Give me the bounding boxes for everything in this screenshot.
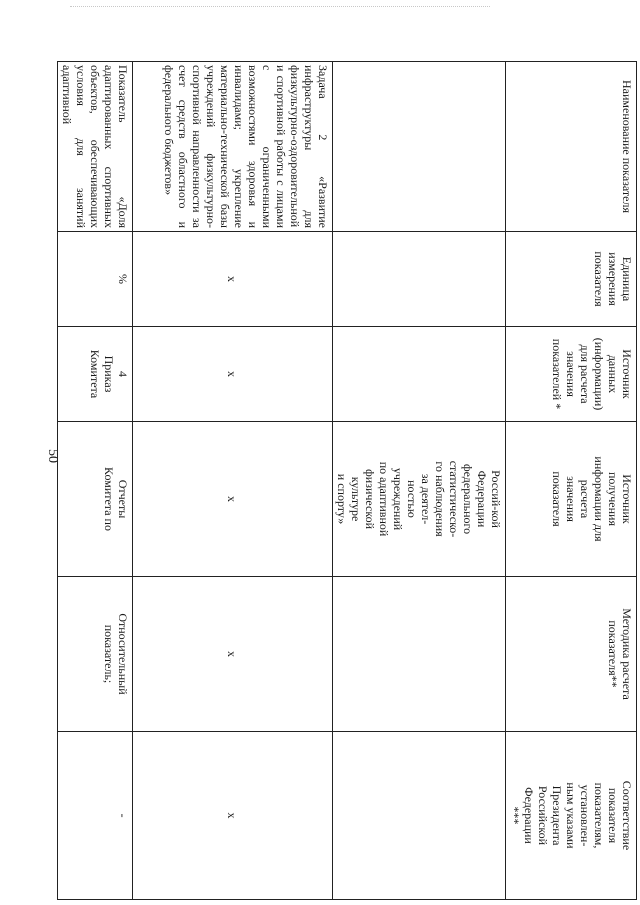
header-unit: Единица измерения показателя xyxy=(506,232,637,327)
indicator-compliance: - xyxy=(58,732,133,900)
page-number: 50 xyxy=(45,449,60,463)
task-compliance: х xyxy=(133,732,333,900)
header-compliance: Соответствие показателя показателям, установлен- ным указами Президента Российской Федерации *** xyxy=(506,732,637,900)
table-row-task xyxy=(133,62,333,900)
rotated-page xyxy=(60,61,637,899)
indicator-source-obtain: Отчеты Комитета по xyxy=(58,422,133,577)
task-source-obtain: х xyxy=(133,422,333,577)
indicator-name: Показатель «Доля адаптированных спортивных объектов, обеспечивающих условия для занятий адаптивной xyxy=(58,62,133,232)
task-method: х xyxy=(133,577,333,732)
indicator-source-data: 4 Приказ Комитета xyxy=(58,327,133,422)
header-source-data: Источник данных (информации) для расчета значения показателей * xyxy=(506,327,637,422)
table-header-row xyxy=(506,62,637,900)
task-unit: х xyxy=(133,232,333,327)
continuation-source-data: Россий-кой Федерации федерального статистическо- го наблюдения за деятел- ностью учреждений по адаптивной физической культуре и спорту» xyxy=(333,422,506,577)
header-name: Наименование показателя xyxy=(506,62,637,232)
indicator-method: Относительный показатель; xyxy=(58,577,133,732)
header-method: Методика расчета показателя** xyxy=(506,577,637,732)
indicator-unit: % xyxy=(58,232,133,327)
table-row-continuation xyxy=(333,62,506,900)
indicators-table xyxy=(57,61,637,900)
task-name: Задача 2 «Развитие инфраструктуры для физкультурно-оздоровительной и спортивной работы с лицами с ограниченными возможностями здоровья и инвалидами; укрепление материально-технической базы учреждений физкультурно-спортивной направленности за счет средств областного и федерального бюджетов» xyxy=(133,62,333,232)
header-source-obtain: Источник получения информации для расчета значения показателя xyxy=(506,422,637,577)
table-row-indicator xyxy=(58,62,133,900)
scan-noise xyxy=(70,6,490,9)
task-source-data: х xyxy=(133,327,333,422)
